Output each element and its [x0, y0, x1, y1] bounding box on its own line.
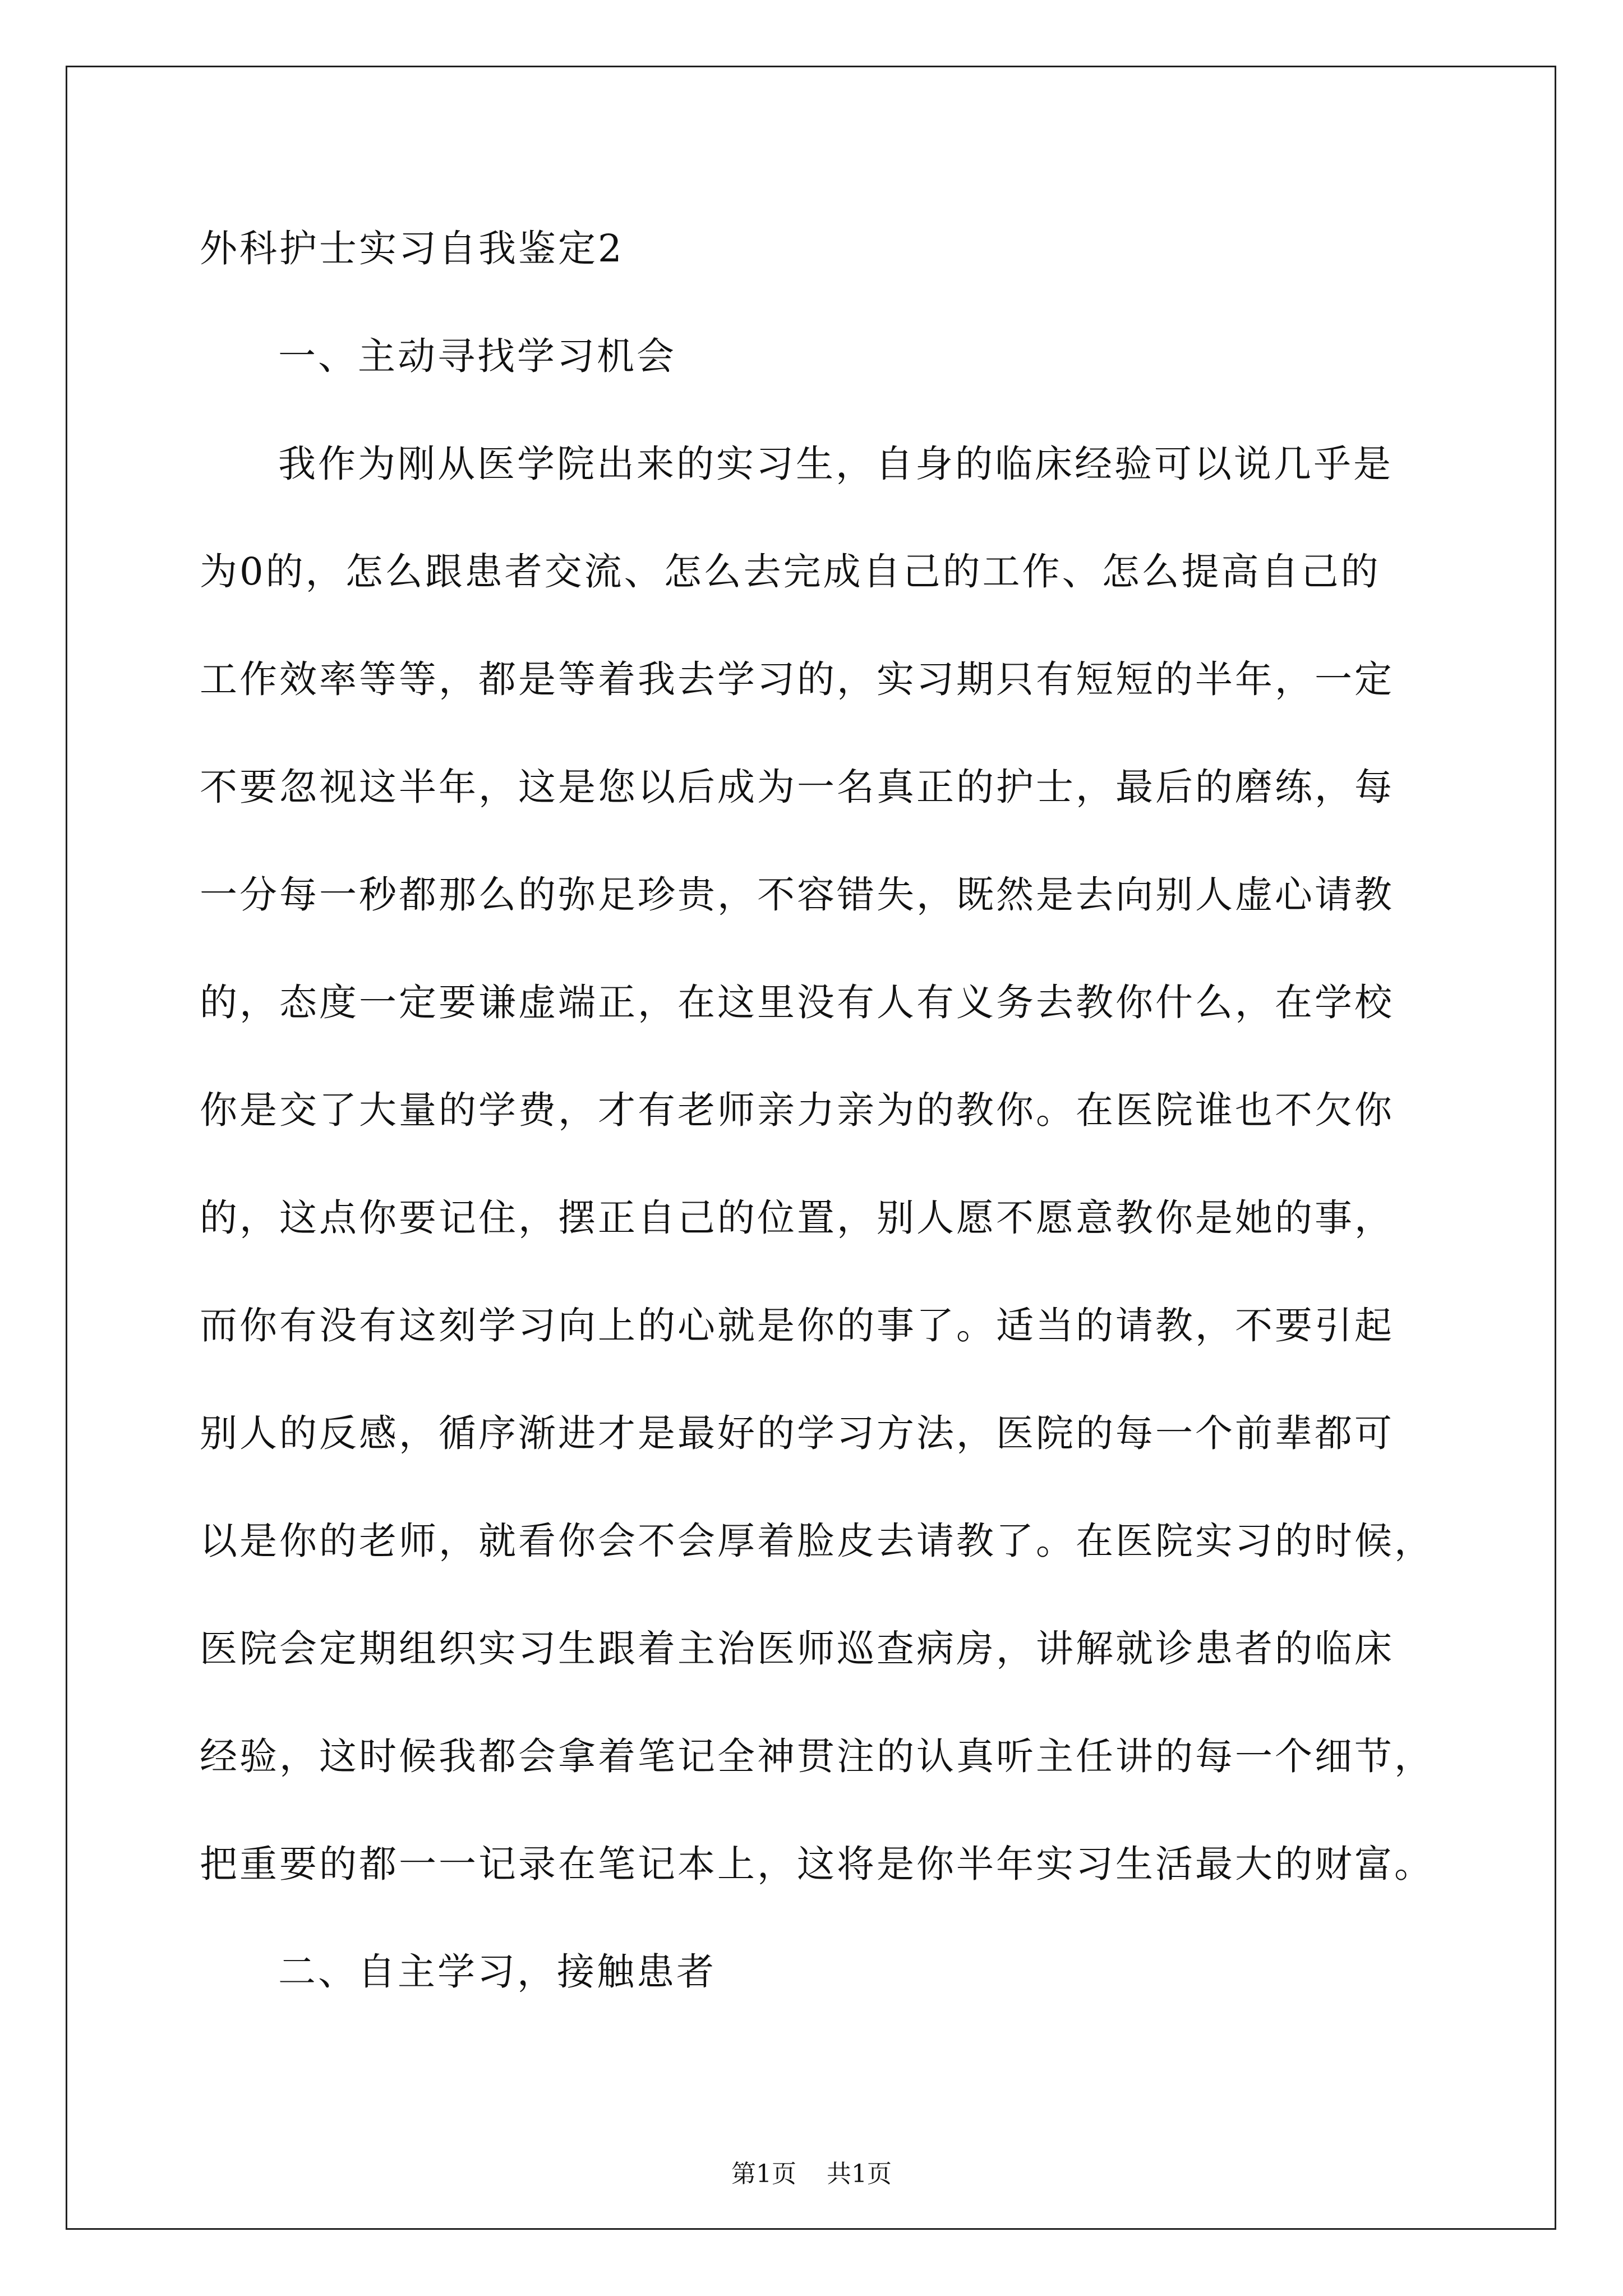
- document-body: [200, 223, 1434, 2054]
- paragraph-line: 以是你的老师，就看你会不会厚着脸皮去请教了。在医院实习的时候，: [200, 1519, 1434, 1563]
- paragraph-line: 工作效率等等，都是等着我去学习的，实习期只有短短的半年，一定: [200, 657, 1394, 701]
- paragraph-line: 为0的，怎么跟患者交流、怎么去完成自己的工作、怎么提高自己的: [200, 550, 1381, 593]
- paragraph-line: 的，这点你要记住，摆正自己的位置，别人愿不愿意教你是她的事，: [200, 1196, 1394, 1240]
- paragraph-line: 经验，这时候我都会拿着笔记全神贯注的认真听主任讲的每一个细节，: [200, 1734, 1434, 1778]
- page-number-total: 共1页: [827, 2160, 892, 2188]
- document-title: 外科护士实习自我鉴定2: [200, 227, 624, 270]
- paragraph-line: 的，态度一定要谦虚端正，在这里没有人有义务去教你什么，在学校: [200, 981, 1394, 1024]
- paragraph-line: 不要忽视这半年，这是您以后成为一名真正的护士，最后的磨练，每: [200, 765, 1394, 809]
- section-heading-1: 一、主动寻找学习机会: [278, 334, 676, 378]
- page-number-current: 第1页: [731, 2160, 796, 2188]
- section-heading-2: 二、自主学习，接触患者: [278, 1950, 716, 1994]
- paragraph-line: 一分每一秒都那么的弥足珍贵，不容错失，既然是去向别人虚心请教: [200, 873, 1394, 917]
- paragraph-line: 医院会定期组织实习生跟着主治医师巡查病房，讲解就诊患者的临床: [200, 1627, 1394, 1671]
- paragraph-line: 别人的反感，循序渐进才是最好的学习方法，医院的每一个前辈都可: [200, 1411, 1394, 1455]
- paragraph-line: 你是交了大量的学费，才有老师亲力亲为的教你。在医院谁也不欠你: [200, 1088, 1394, 1132]
- paragraph-line: 我作为刚从医学院出来的实习生，自身的临床经验可以说几乎是: [278, 442, 1393, 486]
- paragraph-line: 把重要的都一一记录在笔记本上，这将是你半年实习生活最大的财富。: [200, 1842, 1434, 1886]
- paragraph-line: 而你有没有这刻学习向上的心就是你的事了。适当的请教，不要引起: [200, 1304, 1394, 1347]
- page-footer: [0, 2159, 1623, 2190]
